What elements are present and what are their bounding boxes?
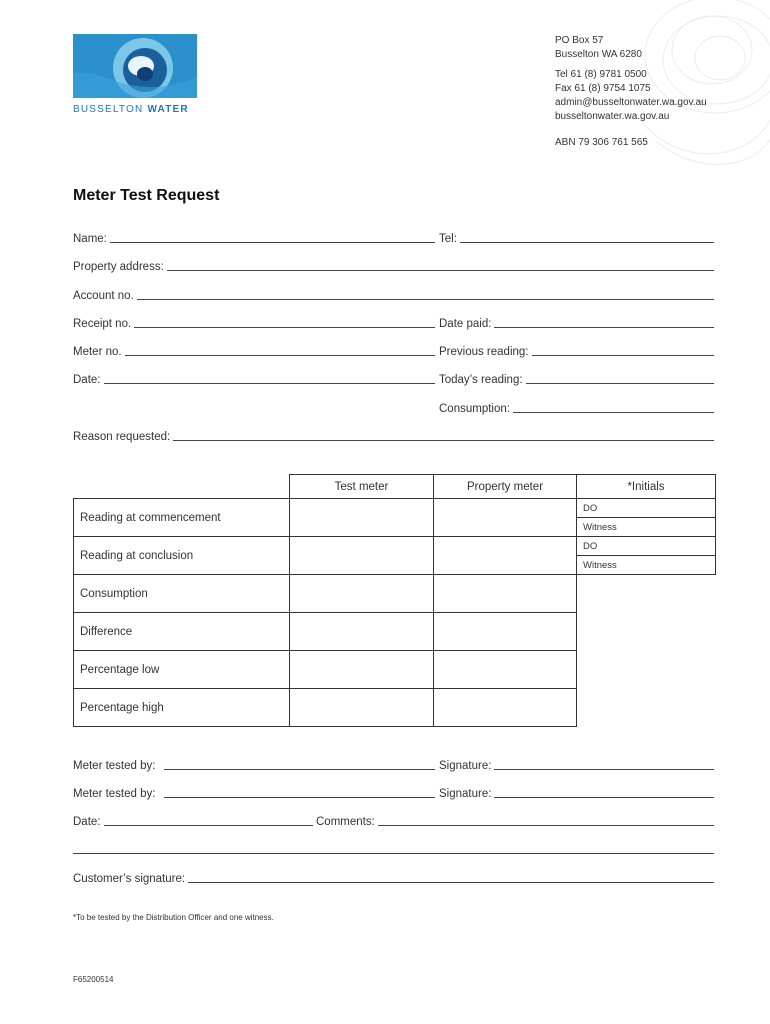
- initials-witness-commencement[interactable]: Witness: [577, 518, 716, 537]
- cell-property-meter-percentage-low[interactable]: [434, 651, 577, 689]
- brand-wordmark: [73, 104, 197, 115]
- meter-tested-by-field-1[interactable]: [73, 756, 435, 772]
- consumption-line[interactable]: [513, 403, 714, 413]
- account-no-field[interactable]: [73, 286, 714, 302]
- water-drop-logo-icon: [73, 34, 197, 98]
- date-label: Date:: [73, 374, 101, 386]
- tel-field[interactable]: [439, 229, 714, 245]
- meter-table-header: [289, 474, 716, 499]
- row-label-percentage-low: Percentage low: [74, 651, 290, 689]
- initials-do-commencement[interactable]: DO: [577, 499, 716, 518]
- date-paid-line[interactable]: [494, 318, 714, 328]
- signature-label-2: Signature:: [439, 788, 492, 800]
- initials-witness-conclusion[interactable]: Witness: [577, 556, 716, 575]
- name-line[interactable]: [110, 233, 435, 243]
- row-label-consumption: Consumption: [74, 575, 290, 613]
- meter-no-line[interactable]: [125, 346, 435, 356]
- date-paid-field[interactable]: [439, 314, 714, 330]
- customer-signature-field[interactable]: [73, 869, 714, 885]
- contact-details: [555, 34, 707, 150]
- meter-tested-by-label-2: Meter tested by:: [73, 788, 156, 800]
- table-row: [74, 537, 577, 575]
- signature-line-1[interactable]: [494, 760, 714, 770]
- cell-test-meter-percentage-high[interactable]: [290, 689, 434, 727]
- contact-tel: Tel 61 (8) 9781 0500: [555, 69, 647, 80]
- table-row: [74, 613, 577, 651]
- customer-signature-line[interactable]: [188, 873, 714, 883]
- todays-reading-field[interactable]: [439, 370, 714, 386]
- meter-tested-by-line-1[interactable]: [164, 760, 435, 770]
- contact-po-box: PO Box 57: [555, 35, 604, 46]
- row-label-reading-commencement: Reading at commencement: [74, 499, 290, 537]
- cell-property-meter-difference[interactable]: [434, 613, 577, 651]
- cell-property-meter-percentage-high[interactable]: [434, 689, 577, 727]
- bottom-date-label: Date:: [73, 816, 101, 828]
- brand-name-part1: BUSSELTON: [73, 104, 144, 115]
- initials-table: [576, 498, 716, 575]
- table-row: [74, 499, 577, 537]
- receipt-no-label: Receipt no.: [73, 318, 132, 330]
- comments-continuation-line[interactable]: [73, 844, 714, 854]
- footnote: *To be tested by the Distribution Officer and one witness.: [73, 913, 274, 922]
- tel-line[interactable]: [460, 233, 714, 243]
- header-test-meter: Test meter: [290, 475, 434, 499]
- previous-reading-line[interactable]: [532, 346, 715, 356]
- todays-reading-label: Today’s reading:: [439, 374, 523, 386]
- signature-line-2[interactable]: [494, 788, 714, 798]
- cell-test-meter-conclusion[interactable]: [290, 537, 434, 575]
- contact-web: busseltonwater.wa.gov.au: [555, 111, 670, 122]
- signature-field-1[interactable]: [439, 756, 714, 772]
- account-no-line[interactable]: [137, 290, 714, 300]
- contact-city: Busselton WA 6280: [555, 49, 642, 60]
- cell-property-meter-conclusion[interactable]: [434, 537, 577, 575]
- cell-test-meter-consumption[interactable]: [290, 575, 434, 613]
- bottom-date-field[interactable]: [73, 812, 313, 828]
- form-number: F65200514: [73, 975, 114, 984]
- meter-tested-by-field-2[interactable]: [73, 784, 435, 800]
- table-row: [74, 689, 577, 727]
- consumption-field[interactable]: [439, 399, 714, 415]
- date-field[interactable]: [73, 370, 435, 386]
- initials-do-conclusion[interactable]: DO: [577, 537, 716, 556]
- contact-fax: Fax 61 (8) 9754 1075: [555, 83, 651, 94]
- property-address-label: Property address:: [73, 261, 164, 273]
- reason-requested-field[interactable]: [73, 427, 714, 443]
- property-address-field[interactable]: [73, 257, 714, 273]
- meter-readings-table: [73, 498, 577, 727]
- header-initials: *Initials: [577, 475, 716, 499]
- receipt-no-line[interactable]: [134, 318, 435, 328]
- row-label-percentage-high: Percentage high: [74, 689, 290, 727]
- previous-reading-field[interactable]: [439, 342, 714, 358]
- table-row: [74, 651, 577, 689]
- cell-property-meter-consumption[interactable]: [434, 575, 577, 613]
- todays-reading-line[interactable]: [526, 374, 714, 384]
- cell-property-meter-commencement[interactable]: [434, 499, 577, 537]
- previous-reading-label: Previous reading:: [439, 346, 529, 358]
- header-property-meter: Property meter: [434, 475, 577, 499]
- consumption-label: Consumption:: [439, 403, 510, 415]
- date-paid-label: Date paid:: [439, 318, 492, 330]
- contact-email: admin@busseltonwater.wa.gov.au: [555, 97, 707, 108]
- tel-label: Tel:: [439, 233, 457, 245]
- brand-name-part2: WATER: [147, 104, 189, 115]
- meter-no-field[interactable]: [73, 342, 435, 358]
- cell-test-meter-difference[interactable]: [290, 613, 434, 651]
- signature-label-1: Signature:: [439, 760, 492, 772]
- reason-requested-label: Reason requested:: [73, 431, 171, 443]
- name-label: Name:: [73, 233, 107, 245]
- page-title: Meter Test Request: [73, 187, 220, 204]
- busselton-water-logo: [73, 34, 197, 115]
- customer-signature-label: Customer’s signature:: [73, 873, 186, 885]
- comments-label: Comments:: [316, 816, 375, 828]
- name-field[interactable]: [73, 229, 435, 245]
- table-row: [74, 575, 577, 613]
- row-label-difference: Difference: [74, 613, 290, 651]
- receipt-no-field[interactable]: [73, 314, 435, 330]
- meter-no-label: Meter no.: [73, 346, 122, 358]
- meter-tested-by-label-1: Meter tested by:: [73, 760, 156, 772]
- cell-test-meter-commencement[interactable]: [290, 499, 434, 537]
- meter-tested-by-line-2[interactable]: [164, 788, 435, 798]
- date-line[interactable]: [104, 374, 436, 384]
- property-address-line[interactable]: [167, 261, 714, 271]
- bottom-date-line[interactable]: [104, 816, 314, 826]
- comments-line[interactable]: [378, 816, 714, 826]
- comments-continuation-field[interactable]: [73, 840, 714, 856]
- contact-abn: ABN 79 306 761 565: [555, 137, 648, 148]
- signature-field-2[interactable]: [439, 784, 714, 800]
- reason-requested-line[interactable]: [173, 431, 714, 441]
- account-no-label: Account no.: [73, 290, 134, 302]
- row-label-reading-conclusion: Reading at conclusion: [74, 537, 290, 575]
- comments-field[interactable]: [316, 812, 714, 828]
- cell-test-meter-percentage-low[interactable]: [290, 651, 434, 689]
